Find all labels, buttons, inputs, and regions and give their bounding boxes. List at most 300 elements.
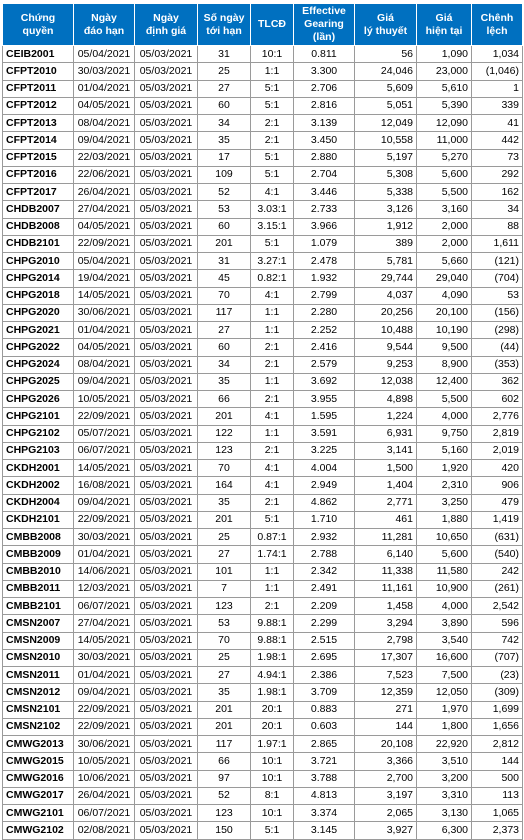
valuation-date-cell: 05/03/2021	[135, 632, 198, 649]
effective-gearing-cell: 0.603	[294, 718, 355, 735]
valuation-date-cell: 05/03/2021	[135, 494, 198, 511]
valuation-date-cell: 05/03/2021	[135, 391, 198, 408]
table-row	[3, 132, 523, 149]
maturity-date-cell: 12/03/2021	[74, 580, 135, 597]
difference-cell: 479	[472, 494, 523, 511]
maturity-date-cell: 06/07/2021	[74, 442, 135, 459]
current-price-cell: 11,580	[417, 563, 472, 580]
valuation-date-cell: 05/03/2021	[135, 442, 198, 459]
warrant-code-cell: CMSN2007	[3, 615, 74, 632]
theoretical-price-cell: 271	[355, 701, 417, 718]
effective-gearing-cell: 2.704	[294, 166, 355, 183]
warrant-code-cell: CHPG2024	[3, 356, 74, 373]
table-row	[3, 184, 523, 201]
effective-gearing-cell: 3.788	[294, 770, 355, 787]
conversion-ratio-cell: 0.82:1	[251, 270, 294, 287]
difference-cell: 906	[472, 477, 523, 494]
maturity-date-cell: 02/08/2021	[74, 822, 135, 839]
theoretical-price-cell: 7,523	[355, 667, 417, 684]
current-price-cell: 8,900	[417, 356, 472, 373]
maturity-date-cell: 26/04/2021	[74, 184, 135, 201]
warrant-code-cell: CMSN2101	[3, 701, 74, 718]
current-price-cell: 12,400	[417, 373, 472, 390]
effective-gearing-cell: 2.949	[294, 477, 355, 494]
header-theoretical-price: Giá lý thuyết	[355, 4, 417, 46]
maturity-date-cell: 09/04/2021	[74, 684, 135, 701]
table-row	[3, 736, 523, 753]
warrant-code-cell: CFPT2010	[3, 63, 74, 80]
current-price-cell: 23,000	[417, 63, 472, 80]
header-warrant-code: Chứng quyền	[3, 4, 74, 46]
warrant-code-cell: CHPG2014	[3, 270, 74, 287]
warrant-code-cell: CMBB2009	[3, 546, 74, 563]
theoretical-price-cell: 5,308	[355, 166, 417, 183]
conversion-ratio-cell: 2:1	[251, 442, 294, 459]
days-to-maturity-cell: 27	[198, 667, 251, 684]
theoretical-price-cell: 5,051	[355, 97, 417, 114]
warrant-code-cell: CFPT2016	[3, 166, 74, 183]
effective-gearing-cell: 2.799	[294, 287, 355, 304]
days-to-maturity-cell: 52	[198, 787, 251, 804]
conversion-ratio-cell: 2:1	[251, 391, 294, 408]
effective-gearing-cell: 2.579	[294, 356, 355, 373]
maturity-date-cell: 01/04/2021	[74, 80, 135, 97]
theoretical-price-cell: 11,338	[355, 563, 417, 580]
maturity-date-cell: 06/07/2021	[74, 805, 135, 822]
effective-gearing-cell: 3.225	[294, 442, 355, 459]
days-to-maturity-cell: 7	[198, 580, 251, 597]
table-row	[3, 684, 523, 701]
maturity-date-cell: 14/05/2021	[74, 287, 135, 304]
warrant-code-cell: CHDB2101	[3, 235, 74, 252]
theoretical-price-cell: 1,404	[355, 477, 417, 494]
valuation-date-cell: 05/03/2021	[135, 684, 198, 701]
days-to-maturity-cell: 70	[198, 287, 251, 304]
difference-cell: 2,373	[472, 822, 523, 839]
header-row	[3, 4, 523, 46]
maturity-date-cell: 08/04/2021	[74, 115, 135, 132]
difference-cell: 1,419	[472, 511, 523, 528]
current-price-cell: 10,650	[417, 529, 472, 546]
warrant-code-cell: CHPG2025	[3, 373, 74, 390]
effective-gearing-cell: 2.478	[294, 253, 355, 270]
days-to-maturity-cell: 27	[198, 80, 251, 97]
days-to-maturity-cell: 35	[198, 132, 251, 149]
maturity-date-cell: 05/04/2021	[74, 46, 135, 63]
effective-gearing-cell: 3.591	[294, 425, 355, 442]
difference-cell: (353)	[472, 356, 523, 373]
conversion-ratio-cell: 1:1	[251, 425, 294, 442]
warrant-code-cell: CHDB2008	[3, 218, 74, 235]
effective-gearing-cell: 2.299	[294, 615, 355, 632]
current-price-cell: 6,300	[417, 822, 472, 839]
theoretical-price-cell: 3,294	[355, 615, 417, 632]
theoretical-price-cell: 20,256	[355, 304, 417, 321]
days-to-maturity-cell: 53	[198, 201, 251, 218]
effective-gearing-cell: 2.865	[294, 736, 355, 753]
warrant-code-cell: CMBB2011	[3, 580, 74, 597]
effective-gearing-cell: 2.932	[294, 529, 355, 546]
warrant-code-cell: CMWG2102	[3, 822, 74, 839]
warrant-code-cell: CMWG2101	[3, 805, 74, 822]
current-price-cell: 12,090	[417, 115, 472, 132]
warrant-code-cell: CKDH2001	[3, 460, 74, 477]
conversion-ratio-cell: 1.98:1	[251, 649, 294, 666]
difference-cell: 242	[472, 563, 523, 580]
difference-cell: 2,019	[472, 442, 523, 459]
days-to-maturity-cell: 122	[198, 425, 251, 442]
header-maturity-date: Ngày đáo hạn	[74, 4, 135, 46]
maturity-date-cell: 22/09/2021	[74, 408, 135, 425]
days-to-maturity-cell: 123	[198, 805, 251, 822]
effective-gearing-cell: 4.813	[294, 787, 355, 804]
theoretical-price-cell: 144	[355, 718, 417, 735]
maturity-date-cell: 04/05/2021	[74, 97, 135, 114]
table-row	[3, 46, 523, 63]
effective-gearing-cell: 0.811	[294, 46, 355, 63]
current-price-cell: 5,390	[417, 97, 472, 114]
days-to-maturity-cell: 150	[198, 822, 251, 839]
current-price-cell: 2,310	[417, 477, 472, 494]
table-row	[3, 805, 523, 822]
days-to-maturity-cell: 70	[198, 632, 251, 649]
valuation-date-cell: 05/03/2021	[135, 339, 198, 356]
maturity-date-cell: 26/04/2021	[74, 787, 135, 804]
theoretical-price-cell: 10,558	[355, 132, 417, 149]
conversion-ratio-cell: 1:1	[251, 563, 294, 580]
effective-gearing-cell: 2.706	[294, 80, 355, 97]
valuation-date-cell: 05/03/2021	[135, 132, 198, 149]
effective-gearing-cell: 3.721	[294, 753, 355, 770]
table-row	[3, 253, 523, 270]
effective-gearing-cell: 3.966	[294, 218, 355, 235]
current-price-cell: 7,500	[417, 667, 472, 684]
effective-gearing-cell: 3.955	[294, 391, 355, 408]
days-to-maturity-cell: 34	[198, 356, 251, 373]
conversion-ratio-cell: 4:1	[251, 184, 294, 201]
table-row	[3, 787, 523, 804]
valuation-date-cell: 05/03/2021	[135, 649, 198, 666]
days-to-maturity-cell: 201	[198, 408, 251, 425]
header-effective-gearing: Effective Gearing (lần)	[294, 4, 355, 46]
maturity-date-cell: 10/06/2021	[74, 770, 135, 787]
current-price-cell: 3,310	[417, 787, 472, 804]
difference-cell: 73	[472, 149, 523, 166]
conversion-ratio-cell: 4:1	[251, 477, 294, 494]
difference-cell: (121)	[472, 253, 523, 270]
theoretical-price-cell: 5,609	[355, 80, 417, 97]
difference-cell: 1,656	[472, 718, 523, 735]
current-price-cell: 5,660	[417, 253, 472, 270]
conversion-ratio-cell: 3.15:1	[251, 218, 294, 235]
warrant-code-cell: CMWG2017	[3, 787, 74, 804]
valuation-date-cell: 05/03/2021	[135, 580, 198, 597]
table-row	[3, 322, 523, 339]
effective-gearing-cell: 1.079	[294, 235, 355, 252]
effective-gearing-cell: 3.446	[294, 184, 355, 201]
theoretical-price-cell: 3,927	[355, 822, 417, 839]
conversion-ratio-cell: 5:1	[251, 511, 294, 528]
theoretical-price-cell: 12,359	[355, 684, 417, 701]
valuation-date-cell: 05/03/2021	[135, 373, 198, 390]
warrant-code-cell: CHPG2018	[3, 287, 74, 304]
theoretical-price-cell: 3,141	[355, 442, 417, 459]
table-row	[3, 442, 523, 459]
effective-gearing-cell: 4.862	[294, 494, 355, 511]
warrant-code-cell: CMBB2101	[3, 598, 74, 615]
difference-cell: 362	[472, 373, 523, 390]
warrant-code-cell: CKDH2101	[3, 511, 74, 528]
warrant-code-cell: CKDH2002	[3, 477, 74, 494]
valuation-date-cell: 05/03/2021	[135, 218, 198, 235]
theoretical-price-cell: 12,049	[355, 115, 417, 132]
valuation-date-cell: 05/03/2021	[135, 322, 198, 339]
current-price-cell: 3,130	[417, 805, 472, 822]
effective-gearing-cell: 2.695	[294, 649, 355, 666]
maturity-date-cell: 04/05/2021	[74, 218, 135, 235]
days-to-maturity-cell: 66	[198, 391, 251, 408]
effective-gearing-cell: 2.733	[294, 201, 355, 218]
valuation-date-cell: 05/03/2021	[135, 166, 198, 183]
table-row	[3, 149, 523, 166]
effective-gearing-cell: 1.710	[294, 511, 355, 528]
days-to-maturity-cell: 25	[198, 63, 251, 80]
conversion-ratio-cell: 3.03:1	[251, 201, 294, 218]
table-row	[3, 753, 523, 770]
theoretical-price-cell: 4,898	[355, 391, 417, 408]
maturity-date-cell: 09/04/2021	[74, 132, 135, 149]
current-price-cell: 1,920	[417, 460, 472, 477]
effective-gearing-cell: 2.880	[294, 149, 355, 166]
table-row	[3, 339, 523, 356]
valuation-date-cell: 05/03/2021	[135, 667, 198, 684]
conversion-ratio-cell: 2:1	[251, 598, 294, 615]
current-price-cell: 1,880	[417, 511, 472, 528]
days-to-maturity-cell: 123	[198, 442, 251, 459]
maturity-date-cell: 19/04/2021	[74, 270, 135, 287]
table-row	[3, 218, 523, 235]
conversion-ratio-cell: 5:1	[251, 166, 294, 183]
days-to-maturity-cell: 201	[198, 511, 251, 528]
effective-gearing-cell: 2.515	[294, 632, 355, 649]
warrant-code-cell: CFPT2015	[3, 149, 74, 166]
days-to-maturity-cell: 45	[198, 270, 251, 287]
difference-cell: 2,812	[472, 736, 523, 753]
current-price-cell: 9,500	[417, 339, 472, 356]
maturity-date-cell: 27/04/2021	[74, 201, 135, 218]
table-row	[3, 304, 523, 321]
difference-cell: (23)	[472, 667, 523, 684]
warrant-code-cell: CHPG2021	[3, 322, 74, 339]
current-price-cell: 20,100	[417, 304, 472, 321]
effective-gearing-cell: 3.450	[294, 132, 355, 149]
warrant-code-cell: CHPG2101	[3, 408, 74, 425]
current-price-cell: 5,600	[417, 166, 472, 183]
difference-cell: 1,699	[472, 701, 523, 718]
days-to-maturity-cell: 52	[198, 184, 251, 201]
theoretical-price-cell: 24,046	[355, 63, 417, 80]
days-to-maturity-cell: 164	[198, 477, 251, 494]
days-to-maturity-cell: 60	[198, 218, 251, 235]
current-price-cell: 16,600	[417, 649, 472, 666]
maturity-date-cell: 30/03/2021	[74, 649, 135, 666]
current-price-cell: 5,500	[417, 184, 472, 201]
table-row	[3, 494, 523, 511]
days-to-maturity-cell: 27	[198, 322, 251, 339]
current-price-cell: 5,500	[417, 391, 472, 408]
days-to-maturity-cell: 31	[198, 253, 251, 270]
conversion-ratio-cell: 2:1	[251, 339, 294, 356]
maturity-date-cell: 08/04/2021	[74, 356, 135, 373]
days-to-maturity-cell: 31	[198, 46, 251, 63]
difference-cell: 500	[472, 770, 523, 787]
maturity-date-cell: 30/06/2021	[74, 736, 135, 753]
conversion-ratio-cell: 4:1	[251, 460, 294, 477]
maturity-date-cell: 30/03/2021	[74, 63, 135, 80]
difference-cell: 292	[472, 166, 523, 183]
conversion-ratio-cell: 10:1	[251, 805, 294, 822]
theoretical-price-cell: 3,366	[355, 753, 417, 770]
days-to-maturity-cell: 109	[198, 166, 251, 183]
maturity-date-cell: 01/04/2021	[74, 667, 135, 684]
current-price-cell: 3,510	[417, 753, 472, 770]
effective-gearing-cell: 0.883	[294, 701, 355, 718]
effective-gearing-cell: 1.595	[294, 408, 355, 425]
header-conversion-ratio: TLCĐ	[251, 4, 294, 46]
conversion-ratio-cell: 4.94:1	[251, 667, 294, 684]
conversion-ratio-cell: 3.27:1	[251, 253, 294, 270]
conversion-ratio-cell: 1.98:1	[251, 684, 294, 701]
valuation-date-cell: 05/03/2021	[135, 563, 198, 580]
valuation-date-cell: 05/03/2021	[135, 718, 198, 735]
current-price-cell: 22,920	[417, 736, 472, 753]
conversion-ratio-cell: 10:1	[251, 46, 294, 63]
maturity-date-cell: 09/04/2021	[74, 494, 135, 511]
valuation-date-cell: 05/03/2021	[135, 460, 198, 477]
days-to-maturity-cell: 117	[198, 304, 251, 321]
header-valuation-date: Ngày định giá	[135, 4, 198, 46]
days-to-maturity-cell: 97	[198, 770, 251, 787]
conversion-ratio-cell: 5:1	[251, 235, 294, 252]
theoretical-price-cell: 12,038	[355, 373, 417, 390]
maturity-date-cell: 01/04/2021	[74, 546, 135, 563]
valuation-date-cell: 05/03/2021	[135, 787, 198, 804]
days-to-maturity-cell: 35	[198, 494, 251, 511]
table-row	[3, 649, 523, 666]
theoretical-price-cell: 1,458	[355, 598, 417, 615]
warrant-code-cell: CMSN2010	[3, 649, 74, 666]
conversion-ratio-cell: 0.87:1	[251, 529, 294, 546]
valuation-date-cell: 05/03/2021	[135, 46, 198, 63]
theoretical-price-cell: 1,912	[355, 218, 417, 235]
valuation-date-cell: 05/03/2021	[135, 304, 198, 321]
current-price-cell: 1,090	[417, 46, 472, 63]
conversion-ratio-cell: 2:1	[251, 115, 294, 132]
table-row	[3, 563, 523, 580]
valuation-date-cell: 05/03/2021	[135, 149, 198, 166]
warrant-code-cell: CMWG2016	[3, 770, 74, 787]
maturity-date-cell: 22/06/2021	[74, 166, 135, 183]
difference-cell: 2,819	[472, 425, 523, 442]
conversion-ratio-cell: 8:1	[251, 787, 294, 804]
table-row	[3, 287, 523, 304]
warrant-code-cell: CHDB2007	[3, 201, 74, 218]
warrant-code-cell: CHPG2026	[3, 391, 74, 408]
warrant-code-cell: CHPG2010	[3, 253, 74, 270]
warrant-code-cell: CHPG2022	[3, 339, 74, 356]
warrant-code-cell: CFPT2011	[3, 80, 74, 97]
current-price-cell: 5,600	[417, 546, 472, 563]
theoretical-price-cell: 29,744	[355, 270, 417, 287]
effective-gearing-cell: 2.342	[294, 563, 355, 580]
difference-cell: (309)	[472, 684, 523, 701]
current-price-cell: 3,160	[417, 201, 472, 218]
days-to-maturity-cell: 53	[198, 615, 251, 632]
warrant-code-cell: CFPT2014	[3, 132, 74, 149]
warrant-code-cell: CHPG2020	[3, 304, 74, 321]
valuation-date-cell: 05/03/2021	[135, 477, 198, 494]
effective-gearing-cell: 3.692	[294, 373, 355, 390]
theoretical-price-cell: 5,781	[355, 253, 417, 270]
theoretical-price-cell: 9,544	[355, 339, 417, 356]
conversion-ratio-cell: 1:1	[251, 322, 294, 339]
maturity-date-cell: 04/05/2021	[74, 339, 135, 356]
maturity-date-cell: 05/04/2021	[74, 253, 135, 270]
effective-gearing-cell: 3.374	[294, 805, 355, 822]
theoretical-price-cell: 9,253	[355, 356, 417, 373]
effective-gearing-cell: 4.004	[294, 460, 355, 477]
maturity-date-cell: 14/05/2021	[74, 460, 135, 477]
difference-cell: 2,542	[472, 598, 523, 615]
effective-gearing-cell: 2.209	[294, 598, 355, 615]
conversion-ratio-cell: 20:1	[251, 718, 294, 735]
effective-gearing-cell: 3.139	[294, 115, 355, 132]
difference-cell: (44)	[472, 339, 523, 356]
difference-cell: 602	[472, 391, 523, 408]
difference-cell: (631)	[472, 529, 523, 546]
table-row	[3, 166, 523, 183]
conversion-ratio-cell: 5:1	[251, 80, 294, 97]
valuation-date-cell: 05/03/2021	[135, 425, 198, 442]
theoretical-price-cell: 6,931	[355, 425, 417, 442]
theoretical-price-cell: 20,108	[355, 736, 417, 753]
difference-cell: 1,065	[472, 805, 523, 822]
valuation-date-cell: 05/03/2021	[135, 822, 198, 839]
theoretical-price-cell: 3,197	[355, 787, 417, 804]
conversion-ratio-cell: 2:1	[251, 494, 294, 511]
valuation-date-cell: 05/03/2021	[135, 201, 198, 218]
header-current-price: Giá hiện tại	[417, 4, 472, 46]
conversion-ratio-cell: 9.88:1	[251, 615, 294, 632]
conversion-ratio-cell: 4:1	[251, 408, 294, 425]
days-to-maturity-cell: 34	[198, 115, 251, 132]
days-to-maturity-cell: 35	[198, 684, 251, 701]
theoretical-price-cell: 2,798	[355, 632, 417, 649]
days-to-maturity-cell: 201	[198, 718, 251, 735]
effective-gearing-cell: 2.280	[294, 304, 355, 321]
current-price-cell: 4,000	[417, 598, 472, 615]
theoretical-price-cell: 1,500	[355, 460, 417, 477]
valuation-date-cell: 05/03/2021	[135, 287, 198, 304]
difference-cell: 113	[472, 787, 523, 804]
valuation-date-cell: 05/03/2021	[135, 235, 198, 252]
difference-cell: 88	[472, 218, 523, 235]
difference-cell: 2,776	[472, 408, 523, 425]
theoretical-price-cell: 4,037	[355, 287, 417, 304]
table-row	[3, 270, 523, 287]
maturity-date-cell: 09/04/2021	[74, 373, 135, 390]
days-to-maturity-cell: 117	[198, 736, 251, 753]
